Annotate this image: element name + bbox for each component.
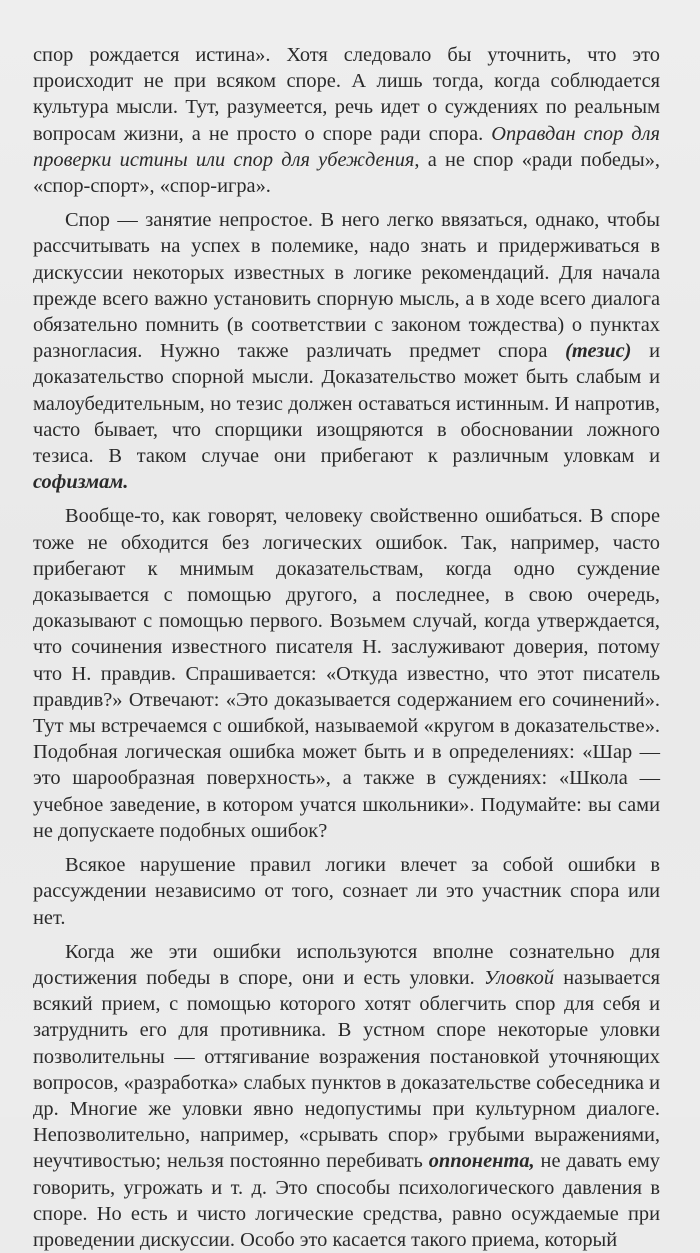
bold-italic-term: оппонента, (428, 1150, 535, 1173)
paragraph-2 (33, 207, 660, 495)
text-span: Когда же эти ошибки используются вполне сознательно для достижения победы в споре, они и есть уловки. (33, 940, 660, 989)
text-body (33, 42, 660, 1253)
italic-term: Уловкой (483, 966, 555, 989)
text-span: Всякое нарушение правил логики влечет за собой ошибки в рассуждении независимо от того, сознает ли это участник спора или нет. (33, 854, 660, 929)
paragraph-4 (33, 852, 660, 931)
text-span: Спор — занятие непростое. В него легко ввязаться, однако, чтобы рассчитывать на успех в полемике, надо знать и придерживаться в дискуссии некоторых известных в логике рекомендаций. Для начала прежде всего важно установить спорную мысль, а в ходе всего диалога обязательно помнить (в соответствии с законом тождества) о пунктах разногласия. Нужно также различать предмет спора (33, 209, 660, 363)
text-span: спор рождается истина». Хотя следовало бы уточнить, что это происходит не при всяком споре. А лишь тогда, когда соблюдается культура мысли. Тут, разумеется, речь идет о суждениях по реальным вопросам жизни, а не просто о споре ради спора. (33, 44, 660, 145)
text-span: , а не спор «ради победы», «спор-спорт», «спор-игра». (33, 148, 660, 198)
text-span: и доказательство спорной мысли. Доказательство может быть слабым и малоубедительным, но тезис должен оставаться истинным. И напротив, часто бывает, что спорщики изощряются в обосновании ложного тезиса. В таком случае они прибегают к различным уловкам и (33, 340, 660, 468)
text-span: не давать ему говорить, угрожать и т. д. Это способы психологического давления в споре. Но есть и чисто логические средства, равно осуждаемые при проведении дискуссии. Особо это касается такого приема, который (33, 1150, 660, 1251)
bold-italic-term: (тезис) (565, 340, 632, 363)
text-span: называется всякий прием, с помощью которого хотят облегчить спор для себя и затруднить его для противника. В устном споре некоторые уловки позволительны — оттягивание возражения постановкой уточняющих вопросов, «разработка» слабых пунктов в доказательстве собеседника и др. Многие же уловки явно недопустимы при культурном диалоге. Непозволительно, например, «срывать спор» грубыми выражениями, неучтивостью; нельзя постоянно перебивать (33, 966, 661, 1173)
paragraph-1 (33, 42, 660, 199)
bold-italic-term: софизмам. (33, 471, 129, 494)
paragraph-3 (33, 503, 660, 844)
text-span: Вообще-то, как говорят, человеку свойственно ошибаться. В споре тоже не обходится без логических ошибок. Так, например, часто прибегают к мнимым доказательствам, когда одно суждение доказывается с помощью другого, а последнее, в свою очередь, доказывают с помощью первого. Возьмем случай, когда утверждается, что сочинения известного писателя Н. заслуживают доверия, потому что Н. правдив. Спрашивается: «Откуда известно, что этот писатель правдив?» Отвечают: «Это доказывается содержанием его сочинений». Тут мы встречаемся с ошибкой, называемой «кругом в доказательстве». Подобная логическая ошибка может быть и в определениях: «Шар — это шарообразная поверхность», а также в суждениях: «Школа — учебное заведение, в котором учатся школьники». Подумайте: вы сами не допускаете подобных ошибок? (33, 505, 660, 842)
paragraph-5 (33, 939, 660, 1253)
italic-span: Оправдан спор для проверки истины или спор для убеждения (33, 122, 660, 171)
